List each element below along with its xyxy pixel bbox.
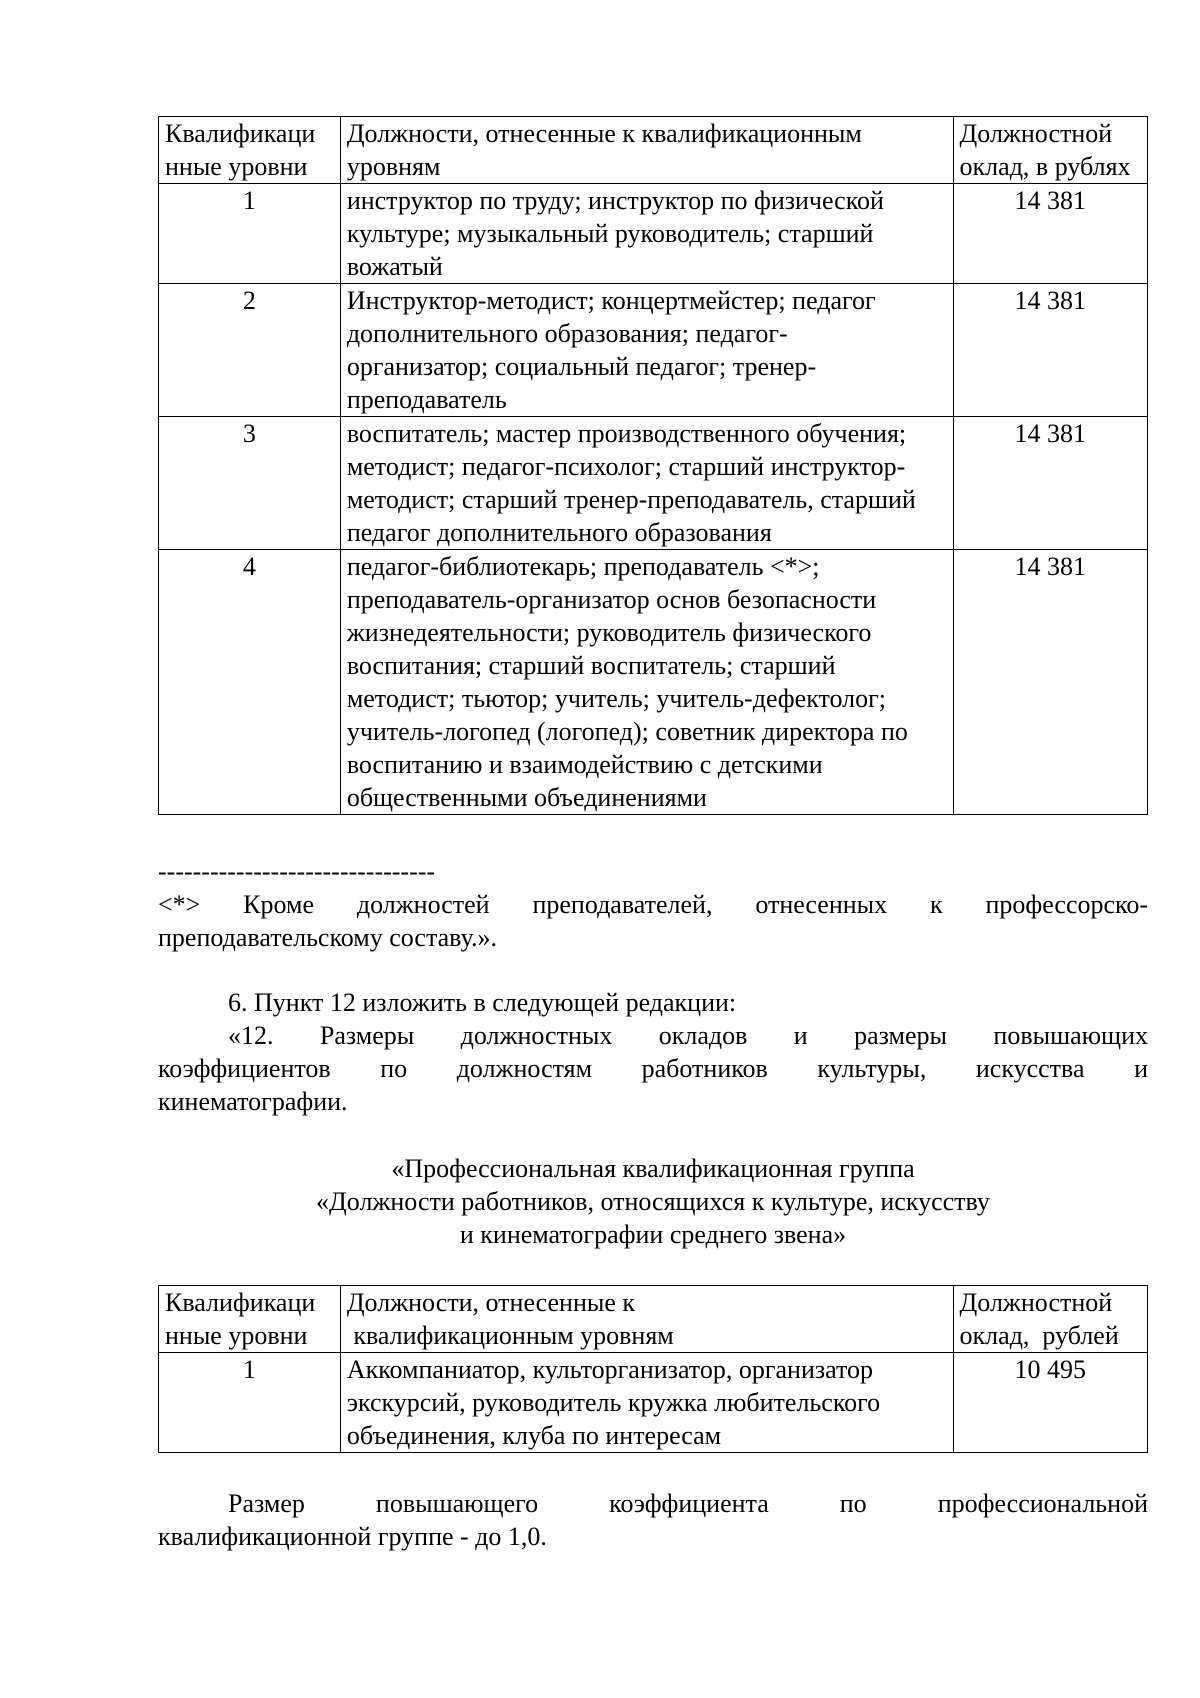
salary-cell: 10 495: [953, 1353, 1147, 1453]
positions-cell: педагог-библиотекарь; преподаватель <*>; преподаватель-организатор основ безопасности жизнедеятельности; руководитель физического воспитания; старший воспитатель; старший методист; тьютор; учитель; учитель-дефектолог; учитель-логопед (логопед); советник директора по воспитанию и взаимодействию с детскими общественными объединениями: [340, 550, 953, 815]
level-cell: 2: [159, 284, 341, 417]
group-heading: «Профессиональная квалификационная группа «Должности работников, относящихся к культуре, искусству и кинематографии среднего звена»: [316, 1154, 990, 1249]
header-positions: Должности, отнесенные к квалификационным уровням: [340, 1286, 953, 1353]
footnote-line: преподавательскому составу.».: [158, 923, 497, 952]
paragraph-6: 6. Пункт 12 изложить в следующей редакции:: [228, 988, 737, 1017]
header-salary: Должностной оклад, в рублях: [953, 117, 1147, 184]
header-salary: Должностной оклад, рублей: [953, 1286, 1147, 1353]
positions-cell: Аккомпаниатор, культорганизатор, организатор экскурсий, руководитель кружка любительского объединения, клуба по интересам: [340, 1353, 953, 1453]
table-row: [159, 1353, 1148, 1453]
footnote-line: <*> Кроме должностей преподавателей, отнесенных к профессорско-: [158, 890, 1148, 919]
closing-paragraph: Размер повышающего коэффициента по профессиональной квалификационной группе - до 1,0.: [158, 1489, 1148, 1551]
header-qualification-level: Квалификаци нные уровни: [159, 1286, 341, 1353]
table-row: [159, 284, 1148, 417]
table-row: [159, 184, 1148, 284]
positions-cell: воспитатель; мастер производственного обучения; методист; педагог-психолог; старший инструктор- методист; старший тренер-преподаватель, старший педагог дополнительного образования: [340, 417, 953, 550]
salary-cell: 14 381: [953, 550, 1147, 815]
level-cell: 1: [159, 1353, 341, 1453]
document-page: [158, 116, 1148, 1553]
qualification-table-2: [158, 1285, 1148, 1453]
header-positions: Должности, отнесенные к квалификационным уровням: [340, 117, 953, 184]
salary-cell: 14 381: [953, 417, 1147, 550]
header-qualification-level: Квалификаци нные уровни: [159, 117, 341, 184]
qualification-table-1: [158, 116, 1148, 815]
table-header-row: [159, 1286, 1148, 1353]
salary-cell: 14 381: [953, 184, 1147, 284]
footnote: [158, 888, 1148, 954]
level-cell: 4: [159, 550, 341, 815]
table-header-row: [159, 117, 1148, 184]
table-row: [159, 550, 1148, 815]
level-cell: 1: [159, 184, 341, 284]
salary-cell: 14 381: [953, 284, 1147, 417]
paragraph-12: «12. Размеры должностных окладов и размеры повышающих коэффициентов по должностям работников культуры, искусства и кинематографии.: [158, 1021, 1148, 1116]
footnote-separator: --------------------------------: [158, 857, 436, 886]
positions-cell: инструктор по труду; инструктор по физической культуре; музыкальный руководитель; старший вожатый: [340, 184, 953, 284]
positions-cell: Инструктор-методист; концертмейстер; педагог дополнительного образования; педагог- организатор; социальный педагог; тренер- преподаватель: [340, 284, 953, 417]
table-row: [159, 417, 1148, 550]
level-cell: 3: [159, 417, 341, 550]
